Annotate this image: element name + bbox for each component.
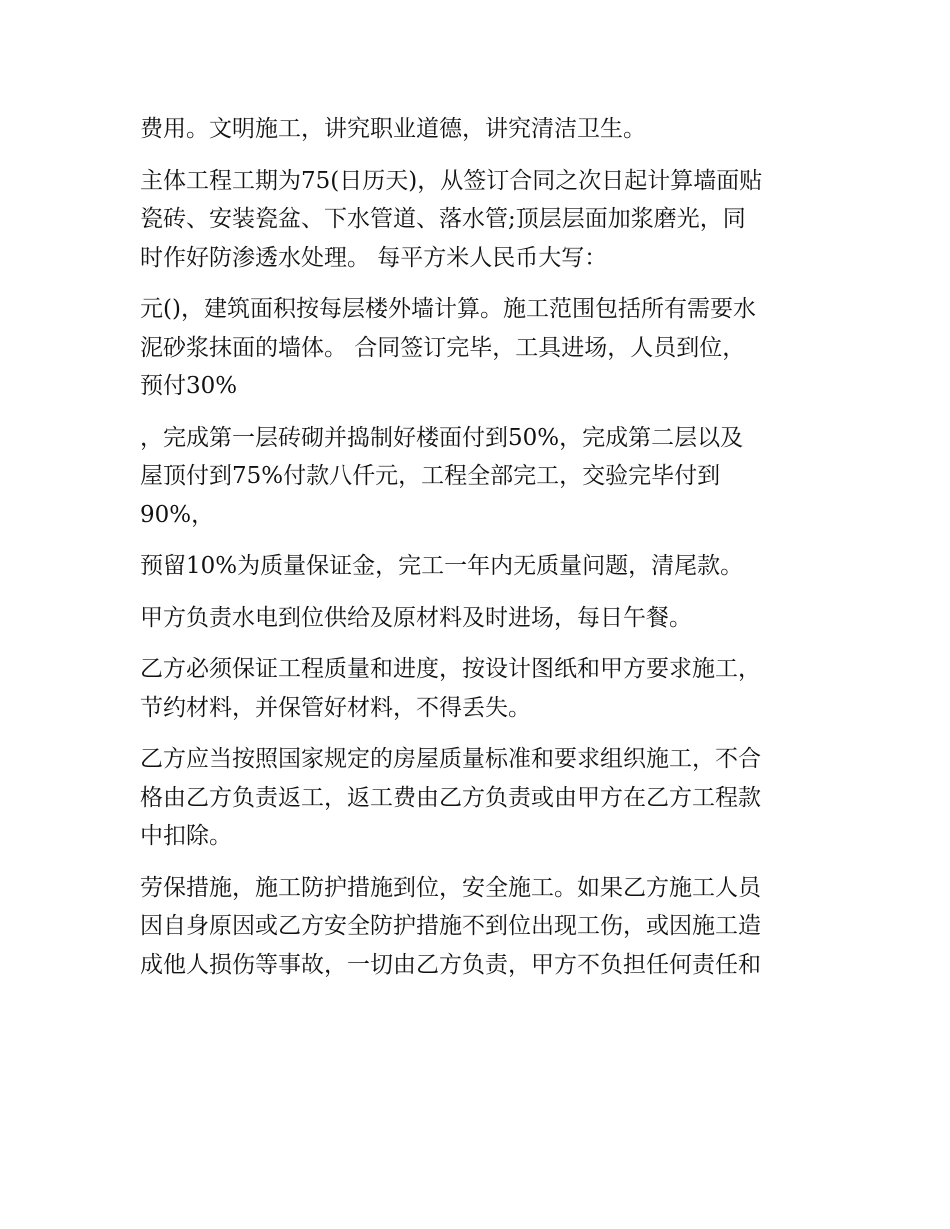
text-line: 节约材料，并保管好材料，不得丢失。: [140, 694, 531, 721]
text-line: 元()，建筑面积按每层楼外墙计算。施工范围包括所有需要水: [140, 296, 756, 322]
text-line: 乙方应当按照国家规定的房屋质量标准和要求组织施工，不合: [140, 746, 761, 772]
text-line: 90%，: [140, 501, 215, 528]
text-line: 因自身原因或乙方安全防护措施不到位出现工伤，或因施工造: [140, 913, 761, 939]
text-line: 乙方必须保证工程质量和进度，按设计图纸和甲方要求施工，: [140, 656, 761, 682]
paragraph: [140, 869, 820, 985]
text-line: 中扣除。: [140, 823, 232, 849]
paragraph: [140, 599, 820, 638]
paragraph: [140, 650, 820, 727]
paragraph: [140, 740, 820, 856]
paragraph: [140, 547, 820, 586]
text-line: 瓷砖、安装瓷盆、下水管道、落水管;顶层层面加浆磨光，同: [140, 206, 746, 232]
paragraph: [140, 110, 820, 149]
text-line: 成他人损伤等事故，一切由乙方负责，甲方不负担任何责任和: [140, 951, 761, 978]
text-line: 预留10%为质量保证金，完工一年内无质量问题，清尾款。: [140, 553, 744, 579]
document-body: [140, 110, 820, 984]
text-line: 时作好防渗透水处理。 每平方米人民币大写：: [140, 244, 608, 271]
text-line: 费用。文明施工，讲究职业道德，讲究清洁卫生。: [140, 116, 646, 142]
text-line: 主体工程工期为75(日历天)，从签订合同之次日起计算墙面贴: [140, 167, 763, 194]
paragraph: [140, 419, 820, 535]
text-line: ，完成第一层砖砌并捣制好楼面付到50%，完成第二层以及: [140, 424, 744, 451]
text-line: 甲方负责水电到位供给及原材料及时进场，每日午餐。: [140, 604, 692, 631]
paragraph: [140, 290, 820, 406]
text-line: 屋顶付到75%付款八仟元，工程全部完工，交验完毕付到: [140, 463, 721, 489]
paragraph: [140, 162, 820, 278]
text-line: 格由乙方负责返工，返工费由乙方负责或由甲方在乙方工程款: [140, 784, 761, 811]
text-line: 劳保措施，施工防护措施到位，安全施工。如果乙方施工人员: [140, 874, 761, 901]
text-line: 泥砂浆抹面的墙体。 合同签订完毕，工具进场，人员到位，: [140, 334, 746, 361]
text-line: 预付30%: [140, 373, 238, 399]
